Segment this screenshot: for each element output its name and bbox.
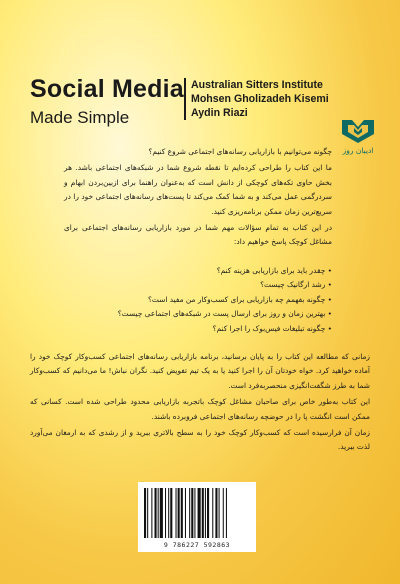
intro-question: چگونه می‌توانیم با بازاریابی رسانه‌های اجتماعی شروع کنیم؟ xyxy=(148,147,332,156)
isbn-number: 9 786227 592863 xyxy=(163,541,231,549)
intro-text xyxy=(64,145,332,252)
body-text xyxy=(30,350,370,457)
list-item: • چگونه بفهمم چه بازاریابی برای کسب‌وکار من مفید است؟ xyxy=(64,293,332,307)
list-item: • چگونه تبلیغات فیس‌بوک را اجرا کنم؟ xyxy=(64,322,332,336)
title-divider xyxy=(184,78,186,120)
intro-lead: در این کتاب به تمام سؤالات مهم شما در مورد بازاریابی رسانه‌های اجتماعی برای مشاغل کوچک پاسخ خواهیم داد: xyxy=(64,223,332,247)
list-item: • بهترین زمان و روز برای ارسال پست در شبکه‌های اجتماعی چیست؟ xyxy=(64,307,332,321)
publisher-logo-icon xyxy=(340,118,376,144)
book-subtitle: Made Simple xyxy=(30,108,130,127)
author-3: Aydin Riazi xyxy=(191,107,248,119)
body-paragraph-2: این کتاب به‌طور خاص برای صاحبان مشاغل کوچک باتجربه بازاریابی محدود طراحی شده است. کسانی که ممکن است انگشت پا را در حوضچه رسانه‌های اجتماعی فروبرده باشند. xyxy=(30,397,370,421)
book-title: Social Media xyxy=(30,75,184,103)
body-paragraph-3: زمان آن فرارسیده است که کسب‌وکار کوچک خود را به سطح بالاتری ببرید و از رشدی که به ارمغان می‌آورد لذت ببرید. xyxy=(30,428,370,452)
author-list xyxy=(191,78,329,120)
intro-paragraph: ما این کتاب را طراحی کرده‌ایم تا نقطه شروع شما در شبکه‌های اجتماعی باشد. هر بخش حاوی تکه‌های کوچکی از دانش است که به‌عنوان راهنما برای ازبین‌بردن ابهام و سردرگمی عمل می‌کند و به شما کمک می‌کند تا پست‌های رسانه‌های اجتماعی خود را در سریع‌ترین زمان ممکن برنامه‌ریزی کنید. xyxy=(64,163,332,216)
question-list xyxy=(64,264,332,336)
author-2: Mohsen Gholizadeh Kisemi xyxy=(191,93,329,105)
list-item: • رشد ارگانیک چیست؟ xyxy=(64,278,332,292)
publisher-logo xyxy=(336,118,380,155)
list-item: • چقدر باید برای بازاریابی هزینه کنم؟ xyxy=(64,264,332,278)
publisher-name: ادیبان روز xyxy=(342,146,374,155)
body-paragraph-1: زمانی که مطالعه این کتاب را به پایان برسانید، برنامه بازاریابی رسانه‌های اجتماعی کسب‌وکار کوچک خود را آماده خواهید کرد. خواه خودتان آن را اجرا کنید یا به یک تیم تفویض کنید. نگران نباش! ما می‌دانیم که کسب‌وکار شما به طرز شگفت‌انگیزی منحصربه‌فرد است. xyxy=(30,352,370,390)
author-1: Australian Sitters Institute xyxy=(191,79,323,91)
barcode xyxy=(138,482,256,552)
title-block xyxy=(30,76,184,128)
barcode-bars xyxy=(144,488,250,538)
